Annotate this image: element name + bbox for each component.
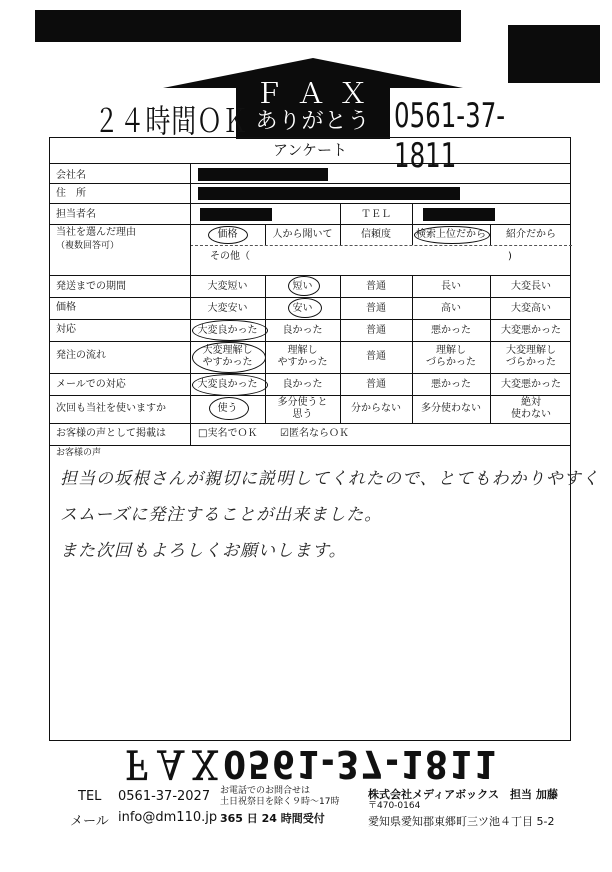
- next-option-1[interactable]: 使う: [217, 403, 238, 414]
- shipping-option-5[interactable]: 大変長い: [511, 281, 551, 292]
- circle-mark-next-time: [209, 397, 249, 420]
- footer-tel-number: 0561-37-2027: [118, 789, 211, 804]
- redacted-tel: [423, 208, 495, 221]
- circle-mark-price-rating: [288, 298, 322, 318]
- circle-mark-search: [414, 226, 490, 244]
- email-option-1[interactable]: 大変良かった: [197, 379, 258, 390]
- email-option-3[interactable]: 普通: [366, 379, 386, 390]
- voice-line-2: スムーズに発注することが出来ました。: [60, 505, 383, 525]
- price-option-1[interactable]: 大変安い: [207, 303, 248, 314]
- reason-option-referral-heard[interactable]: 人から聞いて: [272, 229, 333, 240]
- circle-mark-service: [192, 320, 268, 341]
- address-label: 住 所: [56, 188, 86, 199]
- shipping-option-2[interactable]: 短い: [292, 281, 313, 292]
- publish-label: お客様の声として掲載は: [56, 428, 166, 439]
- reason-other-label: その他（: [210, 251, 250, 262]
- circle-mark-order-flow: [192, 342, 266, 373]
- form-title: アンケート: [50, 138, 570, 164]
- service-option-2[interactable]: 良かった: [282, 325, 323, 336]
- shipping-option-4[interactable]: 長い: [441, 281, 461, 292]
- mirrored-fax-number: ＦＡＸ0561-37-1811: [120, 742, 499, 786]
- tel-label: ＴＥＬ: [361, 209, 391, 220]
- service-option-3[interactable]: 普通: [366, 325, 386, 336]
- shipping-option-1[interactable]: 大変短い: [207, 281, 248, 292]
- voice-line-1: 担当の坂根さんが親切に説明してくれたので、とてもわかりやすく: [60, 469, 600, 489]
- footer-company: 株式会社メディアボックス 担当 加藤: [368, 788, 558, 801]
- reason-sublabel: （複数回答可）: [56, 241, 120, 251]
- company-label: 会社名: [56, 170, 86, 181]
- row-label-shipping: 発送までの期間: [56, 281, 126, 292]
- redaction-bar-corner: [508, 25, 600, 83]
- redacted-address: [198, 187, 460, 200]
- next-option-3[interactable]: 分からない: [351, 403, 401, 414]
- row-label-service: 対応: [56, 324, 76, 335]
- contact-label: 担当者名: [56, 209, 96, 220]
- survey-form: [49, 137, 600, 741]
- reason-option-search[interactable]: 検索上位だから: [416, 229, 486, 240]
- voice-line-3: また次回もよろしくお願いします。: [60, 541, 347, 561]
- flow-option-4[interactable]: 理解し づらかった: [426, 345, 476, 368]
- row-label-email: メールでの対応: [56, 379, 126, 390]
- publish-option-anonymous[interactable]: ☑匿名ならＯＫ: [280, 428, 349, 439]
- footer-tel-note-1: お電話でのお問合せは: [220, 786, 311, 796]
- reason-other-close: ): [508, 251, 512, 262]
- footer-tel-note-2: 土日祝祭日を除く９時〜17時: [220, 797, 340, 807]
- row-label-next-time: 次回も当社を使いますか: [56, 403, 166, 414]
- reason-option-trust[interactable]: 信頼度: [361, 229, 391, 240]
- flow-option-2[interactable]: 理解し やすかった: [277, 345, 328, 368]
- circle-mark-shipping: [288, 276, 320, 296]
- next-option-2[interactable]: 多分使うと 思う: [277, 397, 328, 420]
- fax-number: 0561-37-1811: [394, 96, 506, 176]
- footer-mail-note: 365 日 24 時間受付: [220, 812, 325, 825]
- footer-mail-address[interactable]: info@dm110.jp: [118, 810, 218, 825]
- flow-option-1[interactable]: 大変理解し やすかった: [202, 345, 253, 368]
- redacted-company: [198, 168, 328, 181]
- email-option-2[interactable]: 良かった: [282, 379, 323, 390]
- next-option-5[interactable]: 絶対 使わない: [511, 397, 551, 420]
- footer-address: 愛知県愛知郡東郷町三ツ池４丁目 5-2: [368, 815, 555, 828]
- service-option-5[interactable]: 大変悪かった: [501, 325, 561, 336]
- footer-postal: 〒470-0164: [368, 801, 421, 811]
- circle-mark-email: [192, 374, 268, 396]
- reason-option-price[interactable]: 価格: [217, 229, 238, 240]
- price-option-4[interactable]: 高い: [441, 303, 461, 314]
- reason-label: 当社を選んだ理由: [56, 227, 136, 238]
- circle-mark-price: [208, 226, 248, 244]
- price-option-5[interactable]: 大変高い: [511, 303, 551, 314]
- publish-option-real-name[interactable]: □実名でＯＫ: [198, 428, 258, 439]
- price-option-3[interactable]: 普通: [366, 303, 386, 314]
- email-option-5[interactable]: 大変悪かった: [501, 379, 561, 390]
- voice-label: お客様の声: [56, 448, 102, 458]
- fax-subtitle: ありがとう: [255, 109, 371, 134]
- row-label-price: 価格: [56, 302, 76, 313]
- email-option-4[interactable]: 悪かった: [431, 379, 471, 390]
- redaction-bar-top: [35, 10, 461, 42]
- row-label-order-flow: 発注の流れ: [56, 350, 106, 361]
- redacted-contact: [200, 208, 272, 221]
- footer-tel-label: TEL: [78, 789, 102, 804]
- flow-option-5[interactable]: 大変理解し づらかった: [506, 345, 556, 368]
- flow-option-3[interactable]: 普通: [366, 351, 386, 362]
- next-option-4[interactable]: 多分使わない: [421, 403, 481, 414]
- service-option-1[interactable]: 大変良かった: [197, 325, 258, 336]
- service-option-4[interactable]: 悪かった: [431, 325, 471, 336]
- shipping-option-3[interactable]: 普通: [366, 281, 386, 292]
- price-option-2[interactable]: 安い: [292, 303, 313, 314]
- reason-option-introduced[interactable]: 紹介だから: [506, 229, 556, 240]
- footer-mail-label: メール: [70, 814, 109, 829]
- hours-label: ２４時間ＯＫ: [94, 102, 249, 140]
- fax-title: ＦＡＸ: [254, 77, 381, 110]
